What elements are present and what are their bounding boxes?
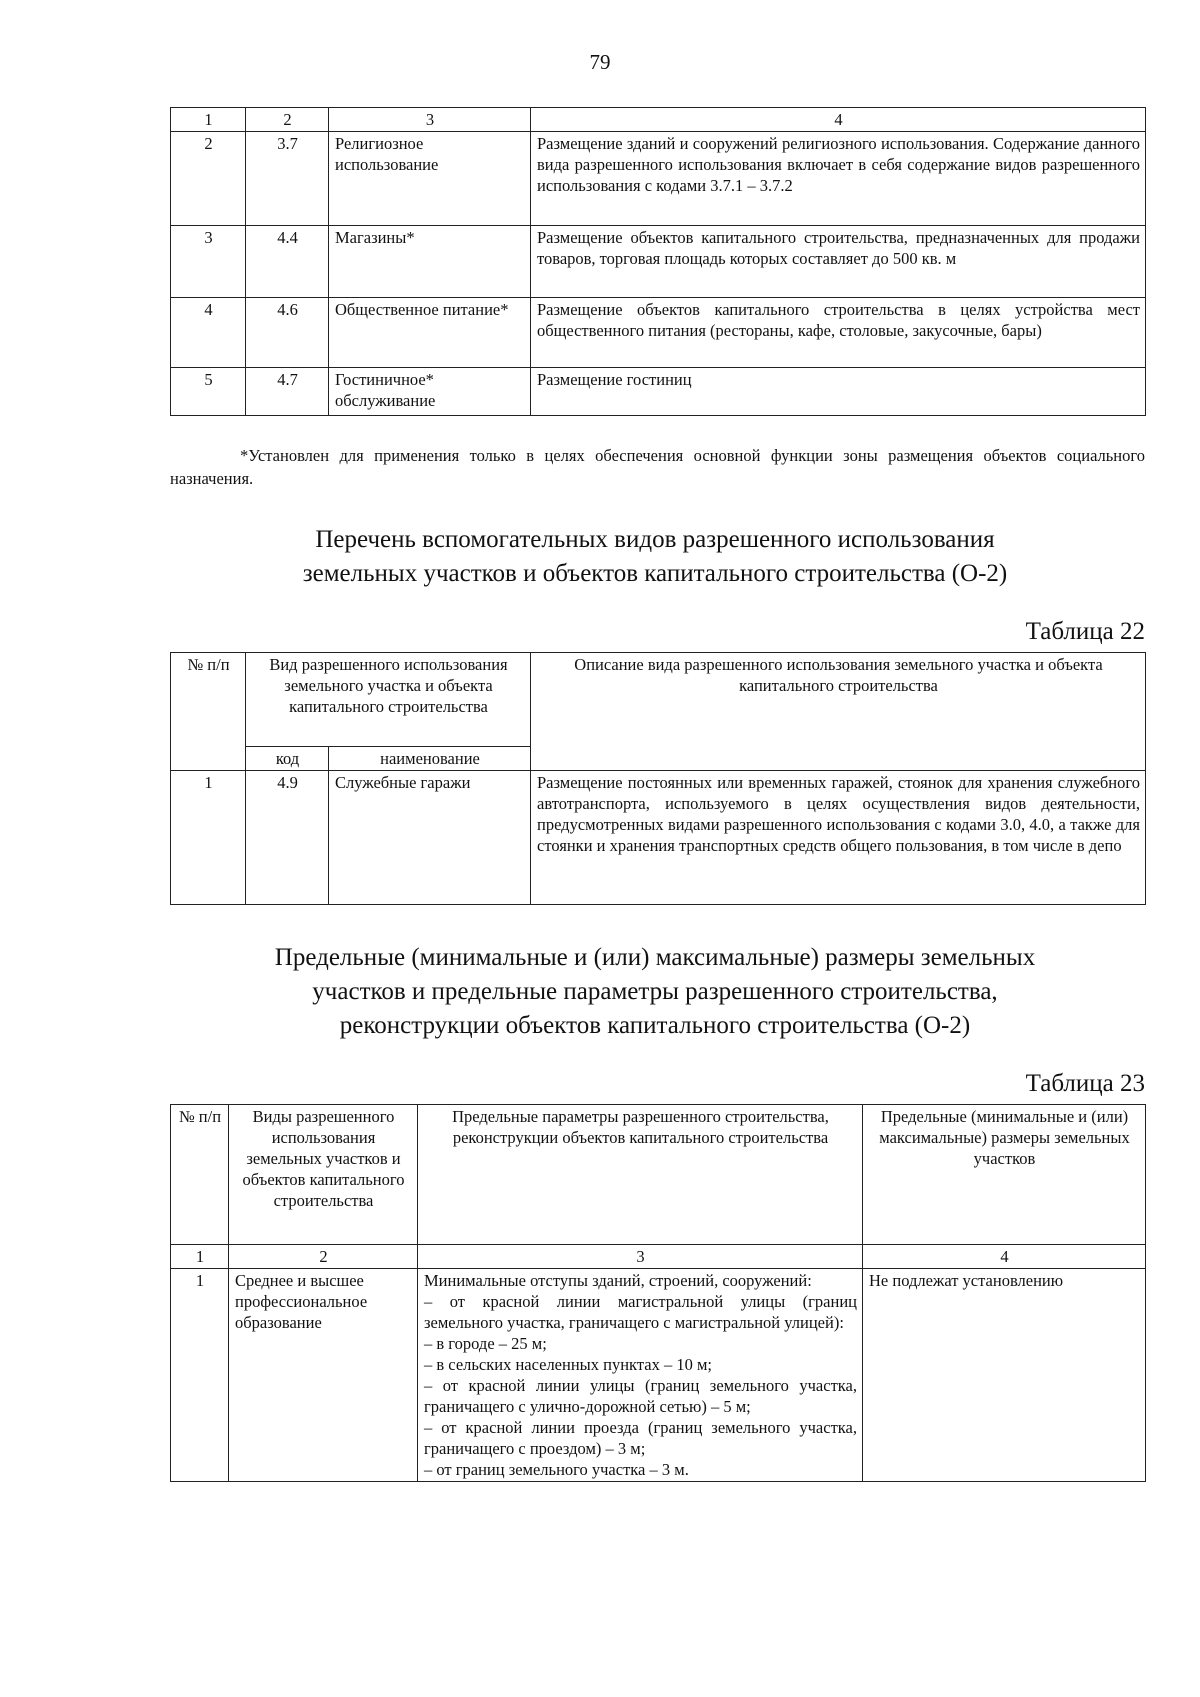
row-description: Размещение объектов капитального строительства, предназначенных для продажи товаров, торговая площадь которых составляет до 500 кв. м [531, 226, 1146, 298]
table-21 [170, 107, 1146, 416]
header-code: код [246, 747, 329, 771]
row-code: 4.7 [246, 368, 329, 416]
row-name: Гостиничное* обслуживание [329, 368, 531, 416]
row-code: 3.7 [246, 132, 329, 226]
section-heading-1 [150, 523, 1160, 591]
column-numbers-row [171, 1245, 1146, 1269]
row-name: Религиозное использование [329, 132, 531, 226]
table-header-row [171, 108, 1146, 132]
heading-line: реконструкции объектов капитального строительства (О-2) [339, 1012, 971, 1039]
table-header-row [171, 1105, 1146, 1245]
table-22 [170, 652, 1146, 905]
table-header-row [171, 653, 1146, 747]
header-description: Описание вида разрешенного использования земельного участка и объекта капитального строительства [531, 653, 1146, 771]
row-description: Размещение зданий и сооружений религиозного использования. Содержание данного вида разрешенного использования включает в себя содержание видов разрешенного использования с кодами 3.7.1 – 3.7.2 [531, 132, 1146, 226]
params-item: – от красной линии улицы (границ земельного участка, граничащего с улично-дорожной сетью) – 5 м; [424, 1376, 857, 1416]
row-name: Служебные гаражи [329, 771, 531, 905]
row-code: 4.6 [246, 298, 329, 368]
row-code: 4.4 [246, 226, 329, 298]
row-number: 1 [171, 771, 246, 905]
col-number-1: 1 [171, 108, 246, 132]
params-item: – от границ земельного участка – 3 м. [424, 1460, 689, 1479]
header-sizes: Предельные (минимальные и (или) максимальные) размеры земельных участков [863, 1105, 1146, 1245]
row-number: 4 [171, 298, 246, 368]
col-number-4: 4 [863, 1245, 1146, 1269]
row-number: 3 [171, 226, 246, 298]
col-number-4: 4 [531, 108, 1146, 132]
row-number: 2 [171, 132, 246, 226]
params-intro: Минимальные отступы зданий, строений, сооружений: [424, 1271, 812, 1290]
col-number-2: 2 [229, 1245, 418, 1269]
header-number: № п/п [171, 653, 246, 771]
row-description: Размещение постоянных или временных гаражей, стоянок для хранения служебного автотранспорта, используемого в целях осуществления видов деятельности, предусмотренных видами разрешенного использования с кодами 3.0, 4.0, а также для стоянки и хранения транспортных средств общего пользования, в том числе в депо [531, 771, 1146, 905]
heading-line: земельных участков и объектов капитального строительства (О-2) [302, 560, 1008, 587]
params-item: – в городе – 25 м; [424, 1334, 547, 1353]
table-22-caption: Таблица 22 [1025, 618, 1145, 645]
table-23 [170, 1104, 1146, 1482]
col-number-3: 3 [418, 1245, 863, 1269]
row-name: Общественное питание* [329, 298, 531, 368]
row-number: 5 [171, 368, 246, 416]
section-heading-2 [150, 941, 1160, 1043]
table-row [171, 226, 1146, 298]
heading-line: Предельные (минимальные и (или) максимальные) размеры земельных [274, 944, 1036, 971]
row-sizes: Не подлежат установлению [863, 1269, 1146, 1482]
table-row [171, 298, 1146, 368]
table-row [171, 132, 1146, 226]
header-kind: Виды разрешенного использования земельных участков и объектов капитального строительства [229, 1105, 418, 1245]
row-description: Размещение гостиниц [531, 368, 1146, 416]
row-kind: Среднее и высшее профессиональное образование [229, 1269, 418, 1482]
table-row [171, 771, 1146, 905]
table-row [171, 368, 1146, 416]
row-params [418, 1269, 863, 1482]
row-code: 4.9 [246, 771, 329, 905]
params-item: – от красной линии проезда (границ земельного участка, граничащего с проездом) – 3 м; [424, 1418, 857, 1458]
header-kind: Вид разрешенного использования земельного участка и объекта капитального строительства [246, 653, 531, 747]
header-name: наименование [329, 747, 531, 771]
heading-line: Перечень вспомогательных видов разрешенного использования [315, 526, 995, 553]
row-name: Магазины* [329, 226, 531, 298]
heading-line: участков и предельные параметры разрешенного строительства, [312, 978, 998, 1005]
page-number: 79 [589, 50, 611, 74]
col-number-1: 1 [171, 1245, 229, 1269]
row-description: Размещение объектов капитального строительства в целях устройства мест общественного питания (рестораны, кафе, столовые, закусочные, бары) [531, 298, 1146, 368]
header-number: № п/п [171, 1105, 229, 1245]
params-item: – от красной линии магистральной улицы (границ земельного участка, граничащего с магистральной улицей): [424, 1292, 857, 1332]
table-row [171, 1269, 1146, 1482]
row-number: 1 [171, 1269, 229, 1482]
header-params: Предельные параметры разрешенного строительства, реконструкции объектов капитального строительства [418, 1105, 863, 1245]
footnote: *Установлен для применения только в целях обеспечения основной функции зоны размещения объектов социального назначения. [170, 446, 1145, 488]
table-23-caption: Таблица 23 [1025, 1070, 1145, 1097]
col-number-2: 2 [246, 108, 329, 132]
params-item: – в сельских населенных пунктах – 10 м; [424, 1355, 712, 1374]
col-number-3: 3 [329, 108, 531, 132]
